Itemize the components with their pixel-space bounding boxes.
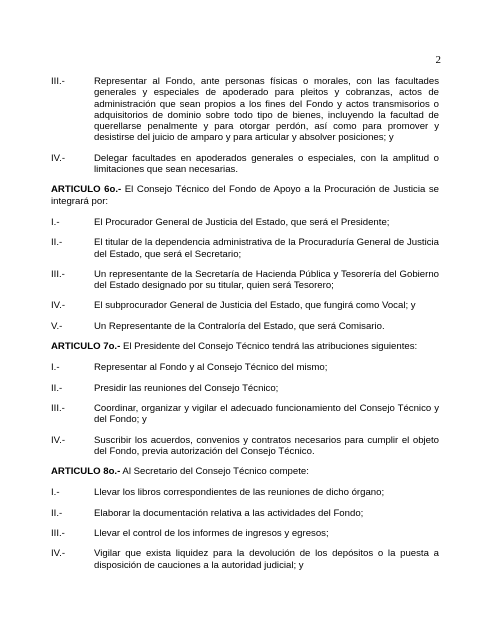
list-item-number: III.- xyxy=(51,76,65,87)
list-item-text: El Procurador General de Justicia del Estado, que será el Presidente; xyxy=(94,216,390,228)
article-title: ARTICULO 6o.- xyxy=(51,184,122,196)
article-text: El Presidente del Consejo Técnico tendrá las atribuciones siguientes: xyxy=(120,341,418,353)
list-item xyxy=(51,548,439,571)
list-item xyxy=(51,237,439,260)
list-item-text: El titular de la dependencia administrativa de la Procuraduría General de Justicia del Estado, que será el Secretario; xyxy=(94,237,439,260)
list-item-text: Delegar facultades en apoderados generales o especiales, con la amplitud o limitaciones que sean necesarias. xyxy=(94,152,439,176)
list-item-number: IV.- xyxy=(51,300,66,312)
article-paragraph xyxy=(51,466,439,477)
list-item-text: Suscribir los acuerdos, convenios y contratos necesarios para cumplir el objeto del Fondo, previa autorización del Consejo Técnico. xyxy=(94,434,439,457)
document-body xyxy=(51,76,439,580)
list-item xyxy=(51,383,439,394)
list-item-text: Un Representante de la Contraloría del Estado, que será Comisario. xyxy=(94,320,385,332)
list-item-text: Representar al Fondo y al Consejo Técnico del mismo; xyxy=(94,362,328,374)
article-title: ARTICULO 8o.- xyxy=(51,466,121,478)
list-item-number: V.- xyxy=(51,320,63,332)
list-item xyxy=(51,321,439,332)
list-item xyxy=(51,76,439,144)
list-item-number: III.- xyxy=(51,268,65,280)
list-item-text: Llevar los libros correspondientes de las reuniones de dicho órgano; xyxy=(94,487,385,499)
list-item-number: IV.- xyxy=(51,152,66,164)
list-item-number: II.- xyxy=(51,382,63,394)
list-item-text: Elaborar la documentación relativa a las actividades del Fondo; xyxy=(94,507,364,519)
list-item-number: I.- xyxy=(51,216,60,228)
list-item-number: I.- xyxy=(51,487,60,499)
list-item xyxy=(51,300,439,311)
list-item-text: Llevar el control de los informes de ingresos y egresos; xyxy=(94,528,329,540)
list-item xyxy=(51,403,439,426)
list-item-number: I.- xyxy=(51,362,60,374)
list-item-text: El subprocurador General de Justicia del Estado, que fungirá como Vocal; y xyxy=(94,300,416,312)
list-item-number: III.- xyxy=(51,528,65,540)
article-text: El Consejo Técnico del Fondo de Apoyo a la Procuración de Justicia se integrará por: xyxy=(51,184,439,207)
list-item xyxy=(51,269,439,292)
list-item xyxy=(51,217,439,228)
list-item xyxy=(51,508,439,519)
list-item-text: Representar al Fondo, ante personas físicas o morales, con las facultades generales y especiales de apoderado para pleitos y cobranzas, actos de administración que sean propios a los fines del Fondo y actos transmisorios o adquisitorios de dominio sobre todo tipo de bienes, incluyendo la facultad de querellarse penalmente y para otorgar perdón, así como para promover y desistirse del juicio de amparo y para articular y absolver posiciones; y xyxy=(94,76,439,144)
list-item xyxy=(51,153,439,176)
article-paragraph xyxy=(51,341,439,352)
article-title: ARTICULO 7o.- xyxy=(51,341,121,353)
page-number: 2 xyxy=(435,54,441,66)
article-paragraph xyxy=(51,184,439,207)
list-item xyxy=(51,528,439,539)
list-item-number: II.- xyxy=(51,507,63,519)
list-item-text: Vigilar que exista liquidez para la devolución de los depósitos o la puesta a disposición de cauciones a la autoridad judicial; y xyxy=(94,548,439,571)
article-text: Al Secretario del Consejo Técnico compete: xyxy=(120,466,309,478)
list-item-text: Un representante de la Secretaría de Hacienda Pública y Tesorería del Gobierno del Estado designado por su titular, quien será Tesorero; xyxy=(94,268,439,292)
list-item-text: Coordinar, organizar y vigilar el adecuado funcionamiento del Consejo Técnico y del Fondo; y xyxy=(94,402,439,426)
list-item-number: III.- xyxy=(51,402,65,414)
list-item xyxy=(51,487,439,498)
list-item-number: IV.- xyxy=(51,434,66,446)
list-item-number: II.- xyxy=(51,237,63,249)
list-item xyxy=(51,362,439,373)
list-item-text: Presidir las reuniones del Consejo Técnico; xyxy=(94,382,279,394)
list-item-number: IV.- xyxy=(51,548,66,560)
list-item xyxy=(51,435,439,458)
